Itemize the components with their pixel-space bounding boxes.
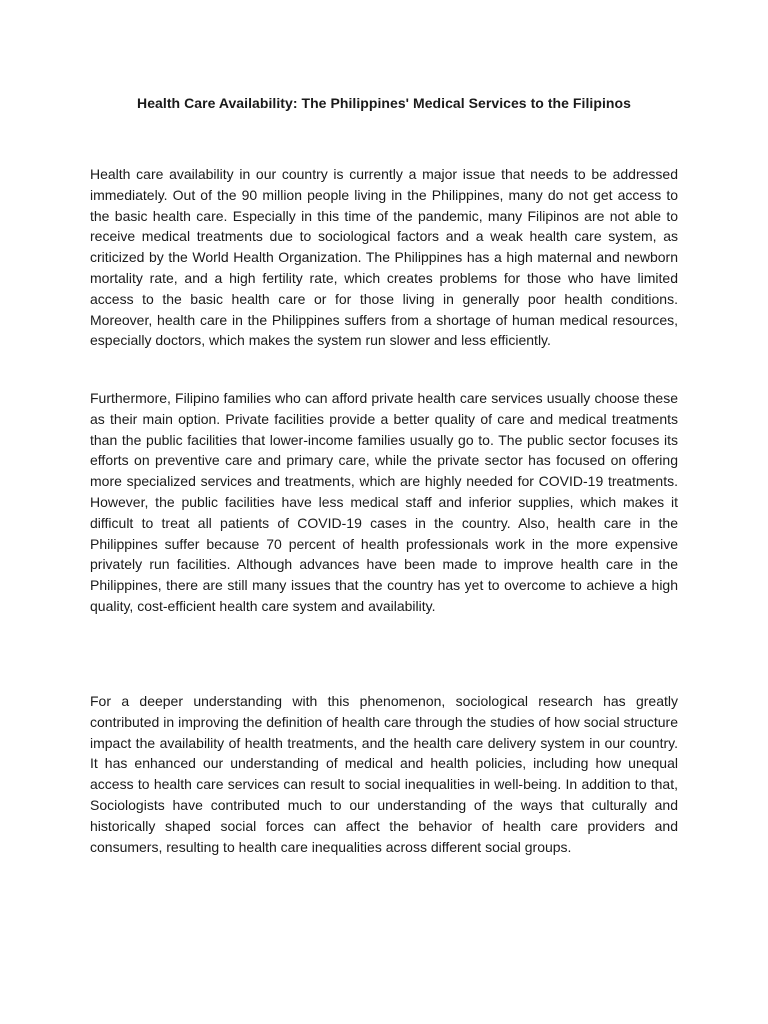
paragraph-1: Health care availability in our country is currently a major issue that needs to be addressed immediately. Out of the 90 million people living in the Philippines, many do not get access to the basic health care. Especially in this time of the pandemic, many Filipinos are not able to receive medical treatments due to sociological factors and a weak health care system, as criticized by the World Health Organization. The Philippines has a high maternal and newborn mortality rate, and a high fertility rate, which creates problems for those who have limited access to the basic health care or for those living in generally poor health conditions. Moreover, health care in the Philippines suffers from a shortage of human medical resources, especially doctors, which makes the system run slower and less efficiently. (90, 166, 678, 349)
paragraph-3: For a deeper understanding with this phenomenon, sociological research has greatly contributed in improving the definition of health care through the studies of how social structure impact the availability of health treatments, and the health care delivery system in our country. It has enhanced our understanding of medical and health policies, including how unequal access to health care services can result to social inequalities in well-being. In addition to that, Sociologists have contributed much to our understanding of the ways that culturally and historically shaped social forces can affect the behavior of health care providers and consumers, resulting to health care inequalities across different social groups. (90, 693, 678, 855)
paragraph-2: Furthermore, Filipino families who can afford private health care services usually choose these as their main option. Private facilities provide a better quality of care and medical treatments than the public facilities that lower-income families usually go to. The public sector focuses its efforts on preventive care and primary care, while the private sector has focused on offering more specialized services and treatments, which are highly needed for COVID-19 treatments. However, the public facilities have less medical staff and inferior supplies, which makes it difficult to treat all patients of COVID-19 cases in the country. Also, health care in the Philippines suffer because 70 percent of health professionals work in the more expensive privately run facilities. Although advances have been made to improve health care in the Philippines, there are still many issues that the country has yet to overcome to achieve a high quality, cost-efficient health care system and availability. (90, 390, 678, 614)
document-title: Health Care Availability: The Philippines' Medical Services to the Filipinos (137, 95, 631, 111)
